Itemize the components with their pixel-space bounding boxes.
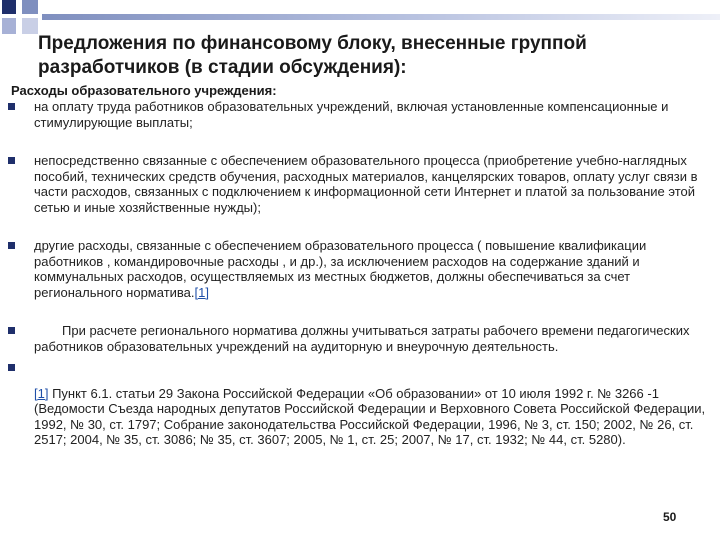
list-item-empty: [8, 360, 714, 376]
corner-square-dark: [2, 0, 16, 14]
corner-square-light: [2, 18, 16, 34]
section-subheading: Расходы образовательного учреждения:: [11, 83, 277, 98]
slide-title: Предложения по финансовому блоку, внесенные группой разработчиков (в стадии обсуждения):: [38, 33, 587, 78]
list-item-text-body: другие расходы, связанные с обеспечением образовательного процесса ( повышение квалификации работников , командировочные расходы , и др.), за исключением расходов на содержание зданий и коммунальных расходов, осуществляемых из местных бюджетов, должны обеспечиваться за счет регионального норматива.: [34, 238, 647, 300]
list-item: [8, 323, 714, 354]
footnote-text: Пункт 6.1. статьи 29 Закона Российской Федерации «Об образовании» от 10 июля 1992 г. № 3266 -1 (Ведомости Съезда народных депутатов Российской Федерации и Верховного Совета Российской Федерации, 1992, № 30, ст. 1797; Собрание законодательства Российской Федерации, 1996, № 3, ст. 150; 2002, № 26, ст. 2517; 2004, № 35, ст. 3086; № 35, ст. 3607; 2005, № 1, ст. 25; 2007, № 17, ст. 1932; № 44, ст. 5280).: [34, 385, 706, 447]
list-item-text: [34, 323, 714, 354]
corner-square-mid: [22, 0, 38, 14]
square-bullet-icon: [8, 364, 15, 371]
square-bullet-icon: [8, 242, 15, 249]
square-bullet-icon: [8, 157, 15, 164]
top-decorative-bar: [42, 14, 720, 20]
slide-content: [8, 83, 714, 448]
list-item-text-body: При расчете регионального норматива должны учитываться затраты рабочего времени педагогических работников образовательных учреждений на аудиторную и внеурочную деятельность.: [34, 323, 690, 354]
square-bullet-icon: [8, 103, 15, 110]
list-item: [8, 153, 714, 215]
list-item-text: на оплату труда работников образовательных учреждений, включая установленные компенсационные и стимулирующие выплаты;: [34, 99, 669, 130]
corner-square-lightest: [22, 18, 38, 34]
footnote-reference-link[interactable]: [1]: [194, 284, 209, 300]
list-item-text: [34, 238, 714, 300]
list-item-text: непосредственно связанные с обеспечением образовательного процесса (приобретение учебно-наглядных пособий, технических средств обучения, расходных материалов, канцелярских товаров, оплату услуг связи в части расходов, связанных с подключением к информационной сети Интернет и платой за пользование этой сетью и иные хозяйственные нужды);: [34, 153, 698, 215]
footnote: [34, 386, 714, 448]
list-item: [8, 238, 714, 300]
footnote-marker-link[interactable]: [1]: [34, 385, 49, 401]
list-item: [8, 99, 714, 130]
square-bullet-icon: [8, 327, 15, 334]
page-number: 50: [663, 510, 677, 524]
